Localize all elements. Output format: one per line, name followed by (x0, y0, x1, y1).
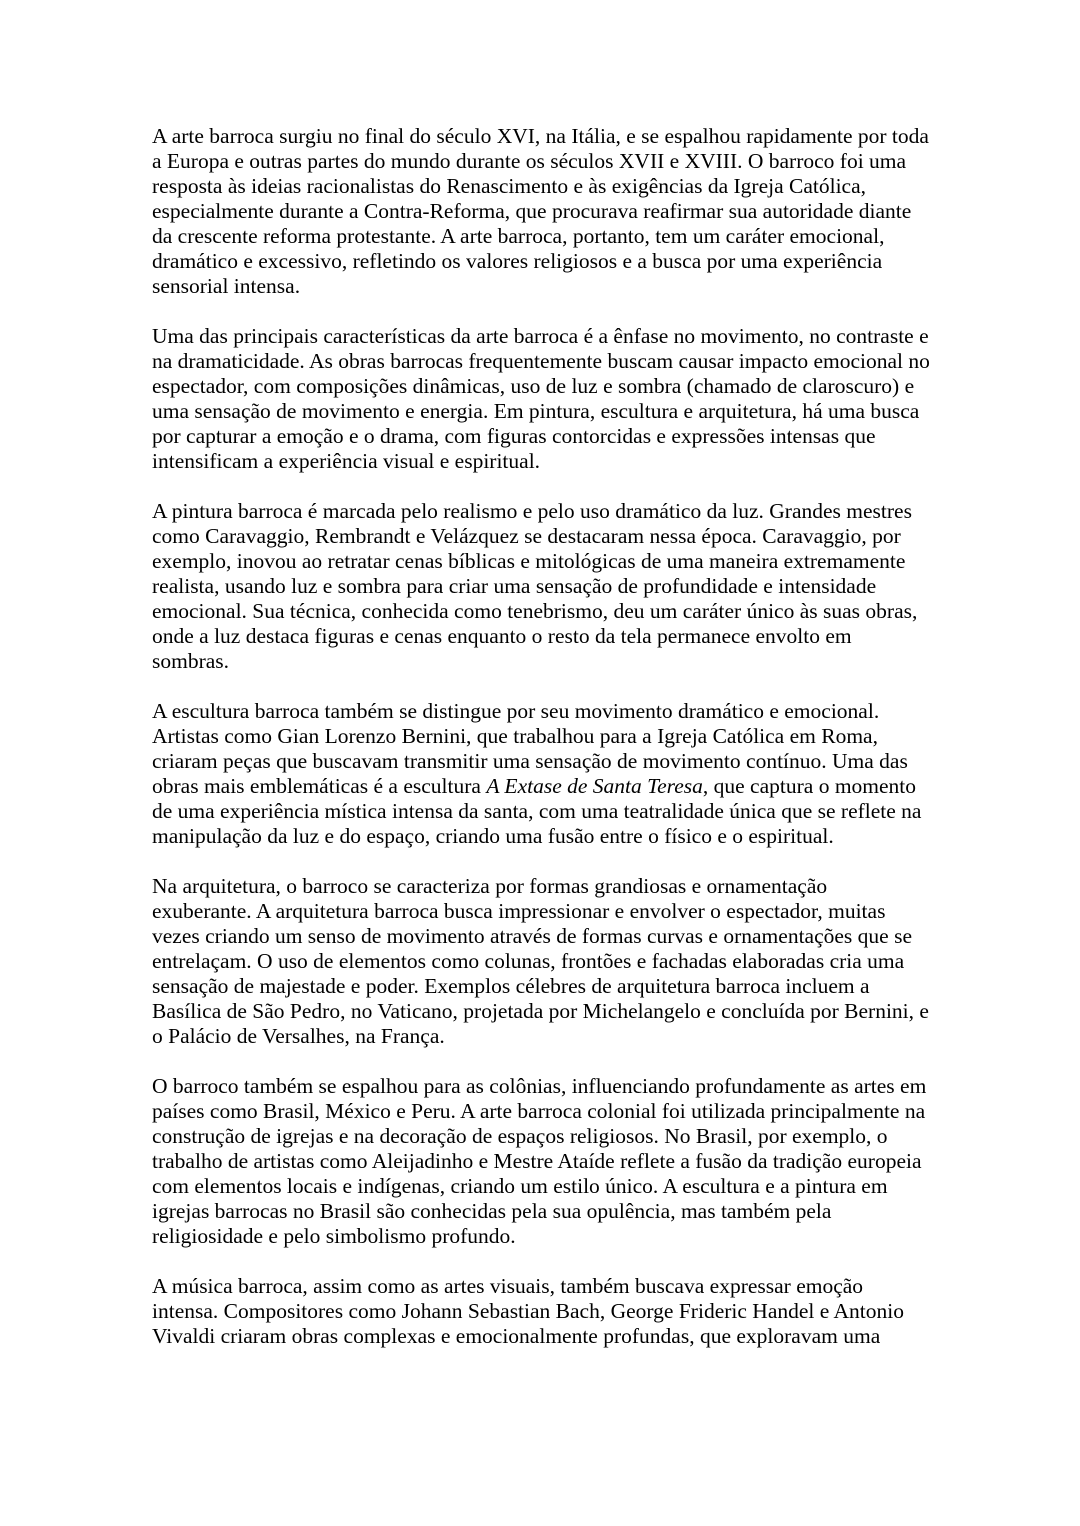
paragraph (152, 699, 930, 849)
paragraph (152, 1274, 930, 1349)
text-run: A pintura barroca é marcada pelo realismo e pelo uso dramático da luz. Grandes mestres como Caravaggio, Rembrandt e Velázquez se destacaram nessa época. Caravaggio, por exemplo, inovou ao retratar cenas bíblicas e mitológicas de uma maneira extremamente realista, usando luz e sombra para criar uma sensação de profundidade e intensidade emocional. Sua técnica, conhecida como tenebrismo, deu um caráter único às suas obras, onde a luz destaca figuras e cenas enquanto o resto da tela permanece envolto em sombras. (152, 499, 918, 673)
paragraph (152, 324, 930, 474)
text-run: , que captura o momento de uma experiência mística intensa da santa, com uma teatralidade única que se reflete na manipulação da luz e do espaço, criando uma fusão entre o físico e o espiritual. (152, 774, 922, 848)
paragraph (152, 1074, 930, 1249)
text-run: O barroco também se espalhou para as colônias, influenciando profundamente as artes em países como Brasil, México e Peru. A arte barroca colonial foi utilizada principalmente na construção de igrejas e na decoração de espaços religiosos. No Brasil, por exemplo, o trabalho de artistas como Aleijadinho e Mestre Ataíde reflete a fusão da tradição europeia com elementos locais e indígenas, criando um estilo único. A escultura e a pintura em igrejas barrocas no Brasil são conhecidas pela sua opulência, mas também pela religiosidade e pelo simbolismo profundo. (152, 1074, 927, 1248)
text-run: A escultura barroca também se distingue por seu movimento dramático e emocional. Artistas como Gian Lorenzo Bernini, que trabalhou para a Igreja Católica em Roma, criaram peças que buscavam transmitir uma sensação de movimento contínuo. Uma das obras mais emblemáticas é a escultura (152, 699, 908, 798)
paragraph (152, 499, 930, 674)
document-body (152, 124, 930, 1349)
text-run: Na arquitetura, o barroco se caracteriza por formas grandiosas e ornamentação exuberante. A arquitetura barroca busca impressionar e envolver o espectador, muitas vezes criando um senso de movimento através de formas curvas e ornamentações que se entrelaçam. O uso de elementos como colunas, frontões e fachadas elaboradas cria uma sensação de majestade e poder. Exemplos célebres de arquitetura barroca incluem a Basílica de São Pedro, no Vaticano, projetada por Michelangelo e concluída por Bernini, e o Palácio de Versalhes, na França. (152, 874, 929, 1048)
text-run: A música barroca, assim como as artes visuais, também buscava expressar emoção intensa. Compositores como Johann Sebastian Bach, George Frideric Handel e Antonio Vivaldi criaram obras complexas e emocionalmente profundas, que exploravam uma (152, 1274, 904, 1348)
text-run: Uma das principais características da arte barroca é a ênfase no movimento, no contraste e na dramaticidade. As obras barrocas frequentemente buscam causar impacto emocional no espectador, com composições dinâmicas, uso de luz e sombra (chamado de claroscuro) e uma sensação de movimento e energia. Em pintura, escultura e arquitetura, há uma busca por capturar a emoção e o drama, com figuras contorcidas e expressões intensas que intensificam a experiência visual e espiritual. (152, 324, 930, 473)
italic-text-run: A Extase de Santa Teresa (486, 774, 703, 798)
text-run: A arte barroca surgiu no final do século XVI, na Itália, e se espalhou rapidamente por toda a Europa e outras partes do mundo durante os séculos XVII e XVIII. O barroco foi uma resposta às ideias racionalistas do Renascimento e às exigências da Igreja Católica, especialmente durante a Contra-Reforma, que procurava reafirmar sua autoridade diante da crescente reforma protestante. A arte barroca, portanto, tem um caráter emocional, dramático e excessivo, refletindo os valores religiosos e a busca por uma experiência sensorial intensa. (152, 124, 929, 298)
paragraph (152, 124, 930, 299)
paragraph (152, 874, 930, 1049)
